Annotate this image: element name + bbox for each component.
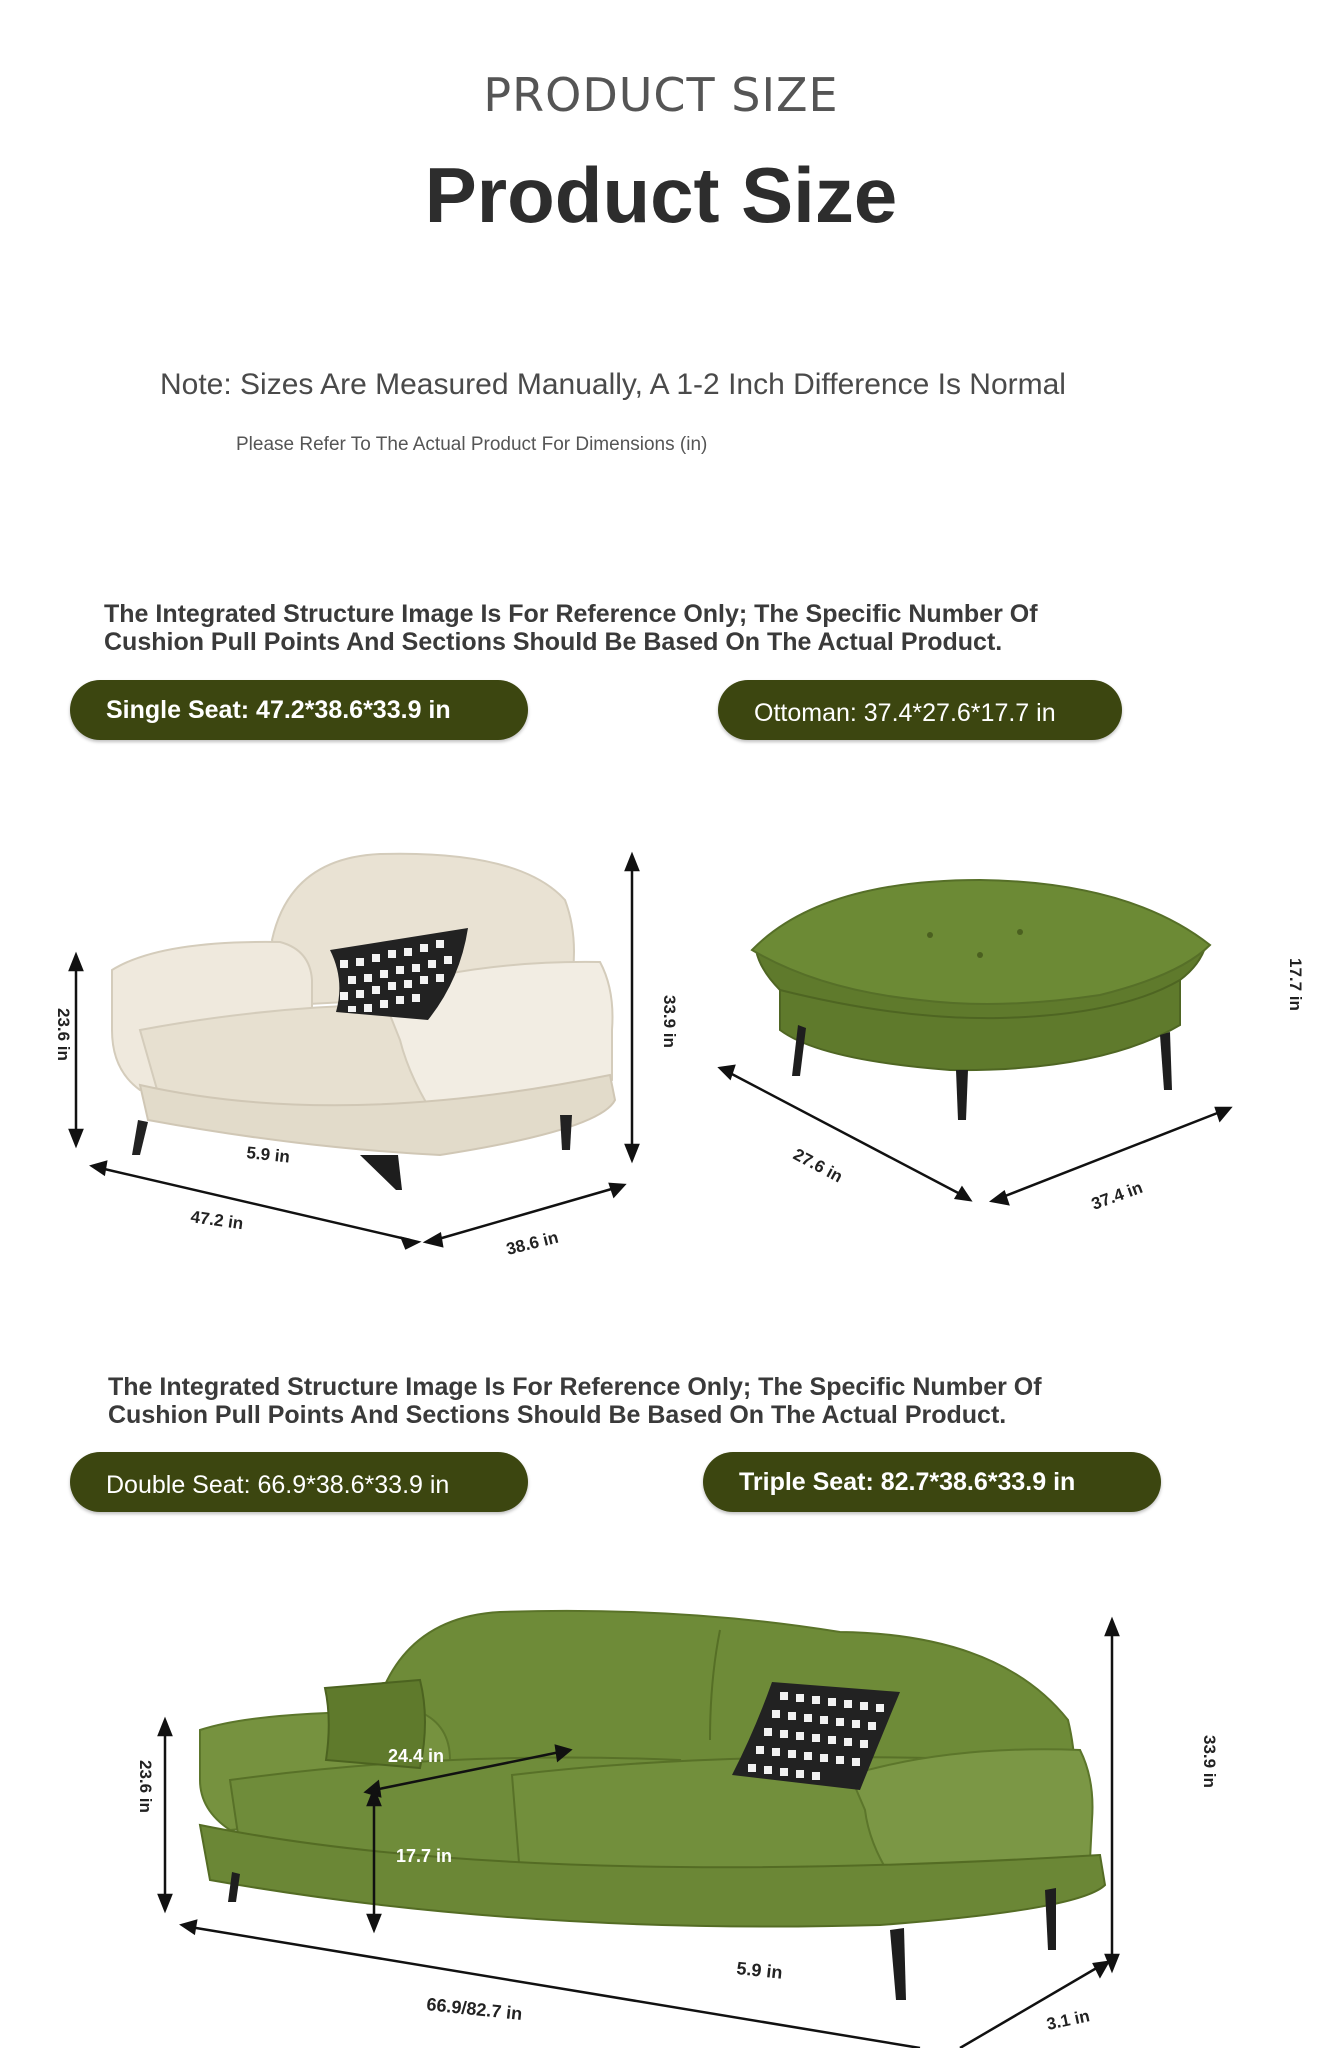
ottoman-image	[752, 880, 1210, 1120]
sofa-seat-height-label: 17.7 in	[396, 1846, 453, 1866]
ottoman-pill: Ottoman: 37.4*27.6*17.7 in	[718, 680, 1122, 740]
armchair-image	[112, 854, 615, 1190]
sofa-arm-height-label: 23.6 in	[136, 1760, 155, 1813]
sofa-image	[200, 1611, 1105, 2000]
sofa-small-leg-label: 3.1 in	[1044, 2006, 1092, 2034]
single-seat-pill: Single Seat: 47.2*38.6*33.9 in	[70, 680, 528, 740]
header-title-en: PRODUCT SIZE	[483, 68, 839, 122]
chair-height-label: 33.9 in	[660, 995, 679, 1048]
armchair-diagram	[40, 830, 680, 1270]
dimension-note: Please Refer To The Actual Product For Dimensions (in)	[236, 434, 708, 455]
section2-disclaimer-line2: Cushion Pull Points And Sections Should Be Based On The Actual Product.	[108, 1401, 1007, 1429]
ottoman-diagram	[700, 850, 1322, 1230]
double-seat-pill: Double Seat: 66.9*38.6*33.9 in	[70, 1452, 528, 1512]
chair-arm-height-label: 23.6 in	[54, 1008, 73, 1061]
section1-disclaimer	[104, 600, 1104, 656]
chair-leg-label: 5.9 in	[245, 1143, 291, 1167]
section2-disclaimer	[108, 1373, 1108, 1429]
ottoman-width-label: 37.4 in	[1088, 1177, 1146, 1214]
page-title: Product Size	[424, 151, 898, 239]
chair-width-label: 47.2 in	[189, 1207, 245, 1234]
chair-depth-label: 38.6 in	[504, 1227, 561, 1259]
sofa-leg-label: 5.9 in	[735, 1958, 784, 1983]
measurement-note: Note: Sizes Are Measured Manually, A 1-2 Inch Difference Is Normal	[160, 368, 1066, 401]
sofa-height-label: 33.9 in	[1200, 1735, 1219, 1788]
sofa-seat-width-label: 24.4 in	[388, 1746, 445, 1766]
sofa-diagram	[120, 1590, 1230, 2048]
triple-seat-pill: Triple Seat: 82.7*38.6*33.9 in	[703, 1452, 1161, 1512]
section1-disclaimer-line1: The Integrated Structure Image Is For Reference Only; The Specific Number Of	[104, 600, 1038, 628]
sofa-width-label: 66.9/82.7 in	[425, 1994, 524, 2025]
ottoman-height-label: 17.7 in	[1286, 958, 1305, 1011]
section1-disclaimer-line2: Cushion Pull Points And Sections Should Be Based On The Actual Product.	[104, 628, 1003, 656]
section2-disclaimer-line1: The Integrated Structure Image Is For Reference Only; The Specific Number Of	[108, 1373, 1042, 1401]
ottoman-depth-label: 27.6 in	[790, 1144, 846, 1187]
